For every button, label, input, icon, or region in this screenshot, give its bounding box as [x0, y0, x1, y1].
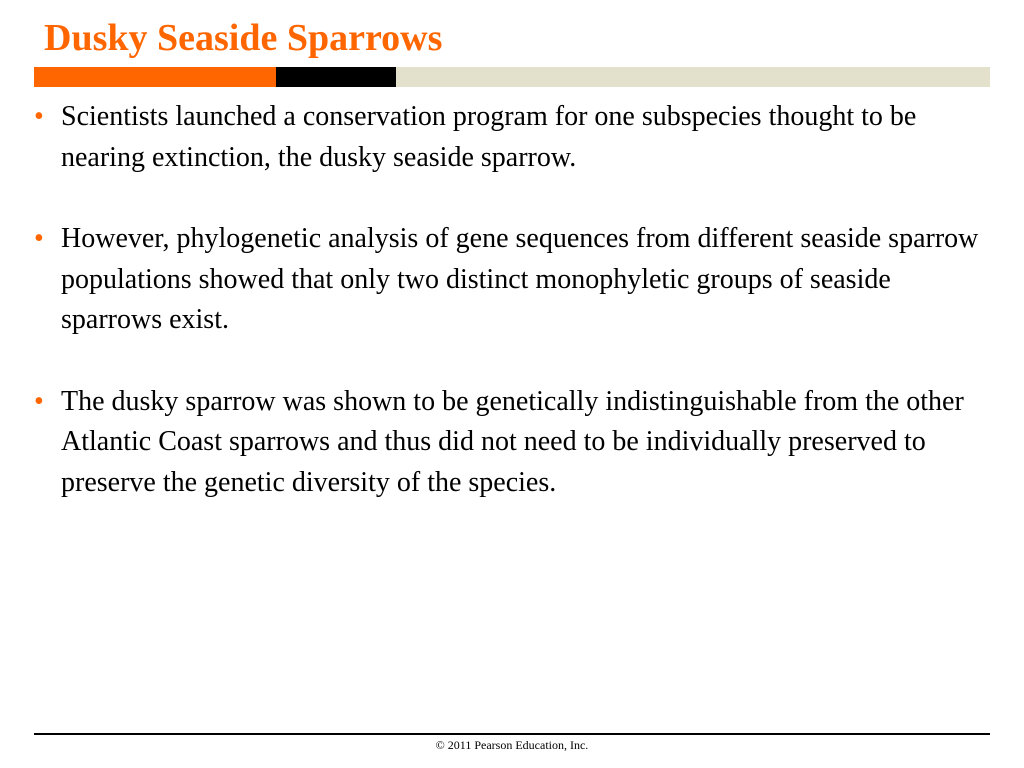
- footer-divider: [34, 733, 990, 735]
- bullet-item: [34, 219, 984, 341]
- title-accent-bar: [34, 67, 990, 87]
- bullet-icon: •: [34, 101, 44, 132]
- bullet-icon: •: [34, 223, 44, 254]
- slide-title: Dusky Seaside Sparrows: [44, 17, 443, 59]
- bullet-item: [34, 97, 984, 178]
- bullet-text: Scientists launched a conservation program for one subspecies thought to be nearing extinction, the dusky seaside sparrow.: [61, 101, 917, 173]
- accent-bar-black-segment: [276, 67, 396, 87]
- copyright-footer: © 2011 Pearson Education, Inc.: [435, 738, 589, 752]
- bullet-text: The dusky sparrow was shown to be genetically indistinguishable from the other Atlantic Coast sparrows and thus did not need to be individually preserved to preserve the genetic diversity of the species.: [61, 385, 964, 498]
- bullet-text: However, phylogenetic analysis of gene sequences from different seaside sparrow populations showed that only two distinct monophyletic groups of seaside sparrows exist.: [61, 223, 979, 335]
- bullet-icon: •: [34, 385, 44, 417]
- accent-bar-orange-segment: [34, 67, 276, 87]
- accent-bar-beige-segment: [396, 67, 990, 87]
- bullet-list: [34, 97, 984, 544]
- bullet-item: [34, 382, 984, 504]
